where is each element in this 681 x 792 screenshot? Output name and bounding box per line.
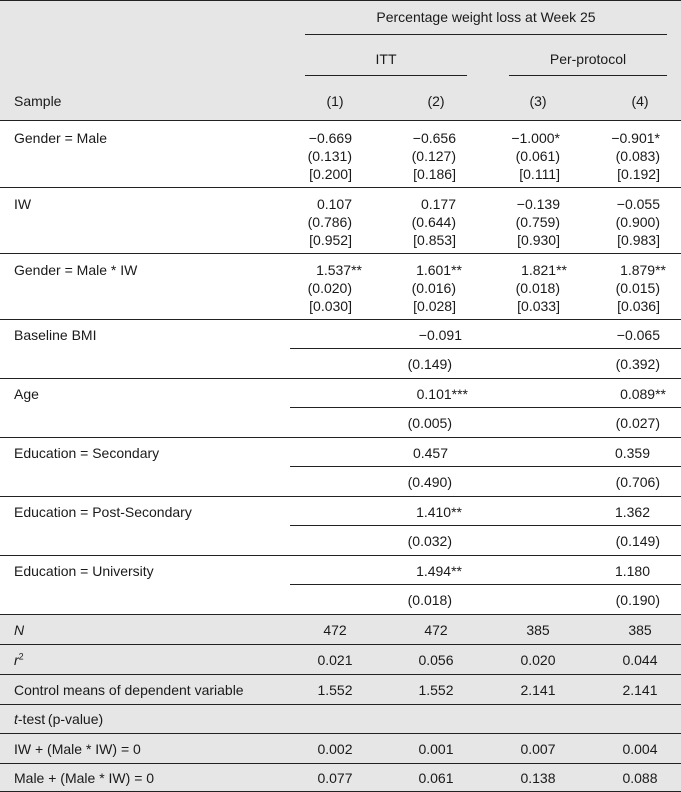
cell: −0.656 bbox=[412, 130, 456, 146]
cell: −0.091 bbox=[418, 327, 462, 343]
row-subdivider bbox=[290, 466, 681, 467]
cell: (0.016) bbox=[411, 280, 456, 296]
row-label-iw: IW bbox=[14, 196, 32, 212]
cell: (0.020) bbox=[307, 280, 352, 296]
cell: 0.107 bbox=[316, 196, 352, 212]
cell: [0.930] bbox=[517, 232, 560, 248]
row-divider bbox=[0, 253, 681, 254]
cell: 1.494** bbox=[416, 563, 462, 579]
row-divider bbox=[0, 555, 681, 556]
cell: [0.186] bbox=[413, 166, 456, 182]
cell: (0.490) bbox=[407, 474, 452, 490]
row-label-education-post-secondary: Education = Post-Secondary bbox=[14, 504, 192, 520]
row-label-gender-male: Gender = Male bbox=[14, 130, 107, 146]
cell: (0.786) bbox=[307, 214, 352, 230]
sample-label: Sample bbox=[14, 93, 62, 109]
cell: 1.601** bbox=[416, 262, 462, 278]
cell: (0.759) bbox=[515, 214, 560, 230]
cell: 0.088 bbox=[622, 770, 658, 786]
cell: [0.030] bbox=[309, 298, 352, 314]
cell: 1.879** bbox=[620, 262, 666, 278]
cell: (0.015) bbox=[615, 280, 660, 296]
cell: (0.018) bbox=[407, 592, 452, 608]
row-label-iw-sum: IW + (Male * IW) = 0 bbox=[14, 741, 141, 757]
cell: 0.044 bbox=[622, 652, 658, 668]
cell: 0.056 bbox=[418, 652, 454, 668]
cell: 0.001 bbox=[418, 741, 454, 757]
column-1-header: (1) bbox=[326, 93, 344, 109]
cell: (0.706) bbox=[615, 474, 660, 490]
cell: [0.983] bbox=[617, 232, 660, 248]
row-label-age: Age bbox=[14, 386, 39, 402]
cell: 2.141 bbox=[520, 682, 556, 698]
cell: 0.061 bbox=[418, 770, 454, 786]
group-per-protocol: Per-protocol bbox=[549, 51, 627, 67]
row-subdivider bbox=[290, 525, 681, 526]
header-super-title: Percentage weight loss at Week 25 bbox=[376, 9, 596, 25]
cell: −0.901* bbox=[611, 130, 660, 146]
column-2-header: (2) bbox=[427, 93, 445, 109]
cell: 0.457 bbox=[412, 445, 448, 461]
cell: (0.900) bbox=[615, 214, 660, 230]
cell: −1.000* bbox=[511, 130, 560, 146]
cell: 0.138 bbox=[520, 770, 556, 786]
row-label-education-university: Education = University bbox=[14, 563, 154, 579]
cell: 0.002 bbox=[317, 741, 353, 757]
cell: 0.007 bbox=[520, 741, 556, 757]
row-divider bbox=[0, 437, 681, 438]
cell: 0.021 bbox=[317, 652, 353, 668]
cell: 0.004 bbox=[622, 741, 658, 757]
cell: 0.089** bbox=[620, 386, 666, 402]
group-itt: ITT bbox=[375, 51, 397, 67]
cell: [0.036] bbox=[617, 298, 660, 314]
row-divider bbox=[0, 319, 681, 320]
cell: (0.032) bbox=[407, 533, 452, 549]
cell: [0.111] bbox=[519, 166, 560, 182]
cell: [0.952] bbox=[309, 232, 352, 248]
cell: 1.821** bbox=[521, 262, 567, 278]
row-divider bbox=[0, 496, 681, 497]
row-divider bbox=[0, 187, 681, 188]
per-protocol-rule bbox=[509, 75, 667, 76]
cell: 1.537** bbox=[316, 262, 362, 278]
row-label-control-means: Control means of dependent variable bbox=[14, 682, 244, 698]
cell: 472 bbox=[323, 622, 347, 638]
cell: 0.077 bbox=[317, 770, 353, 786]
cell: 385 bbox=[628, 622, 652, 638]
row-label-education-secondary: Education = Secondary bbox=[14, 445, 160, 461]
cell: [0.192] bbox=[617, 166, 660, 182]
row-label-ttest: t-test (p-value) bbox=[14, 711, 104, 727]
cell: [0.853] bbox=[413, 232, 456, 248]
row-subdivider bbox=[290, 348, 681, 349]
row-label-male-sum: Male + (Male * IW) = 0 bbox=[14, 770, 155, 786]
cell: (0.005) bbox=[407, 415, 452, 431]
cell: 1.552 bbox=[317, 682, 353, 698]
cell: −0.669 bbox=[308, 130, 352, 146]
cell: −0.055 bbox=[616, 196, 660, 212]
cell: (0.149) bbox=[615, 533, 660, 549]
cell: (0.392) bbox=[615, 356, 660, 372]
cell: [0.028] bbox=[413, 298, 456, 314]
cell: [0.033] bbox=[517, 298, 560, 314]
cell: 0.020 bbox=[520, 652, 556, 668]
cell: (0.027) bbox=[615, 415, 660, 431]
cell: 1.552 bbox=[418, 682, 454, 698]
column-3-header: (3) bbox=[529, 93, 547, 109]
cell: −0.139 bbox=[516, 196, 560, 212]
row-label-n: N bbox=[14, 622, 25, 638]
cell: (0.131) bbox=[307, 148, 352, 164]
row-label-r2: $r^2$ bbox=[14, 651, 24, 668]
cell: −0.065 bbox=[616, 327, 660, 343]
cell: 1.180 bbox=[614, 563, 650, 579]
row-label-gender-male-iw: Gender = Male * IW bbox=[14, 262, 138, 278]
cell: (0.190) bbox=[615, 592, 660, 608]
cell: 472 bbox=[424, 622, 448, 638]
row-subdivider bbox=[290, 584, 681, 585]
cell: (0.644) bbox=[411, 214, 456, 230]
cell: 0.177 bbox=[420, 196, 456, 212]
cell: 2.141 bbox=[622, 682, 658, 698]
cell: (0.018) bbox=[515, 280, 560, 296]
cell: (0.061) bbox=[515, 148, 560, 164]
cell: 0.101*** bbox=[416, 386, 468, 402]
itt-rule bbox=[305, 75, 467, 76]
cell: (0.083) bbox=[615, 148, 660, 164]
cell: 385 bbox=[526, 622, 550, 638]
row-label-baseline-bmi: Baseline BMI bbox=[14, 327, 97, 343]
cell: [0.200] bbox=[309, 166, 352, 182]
cell: (0.149) bbox=[407, 356, 452, 372]
cell: (0.127) bbox=[411, 148, 456, 164]
header-rule bbox=[305, 34, 667, 35]
cell: 0.359 bbox=[614, 445, 650, 461]
row-subdivider bbox=[290, 407, 681, 408]
cell: 1.410** bbox=[416, 504, 462, 520]
column-4-header: (4) bbox=[631, 93, 649, 109]
cell: 1.362 bbox=[614, 504, 650, 520]
row-divider bbox=[0, 378, 681, 379]
